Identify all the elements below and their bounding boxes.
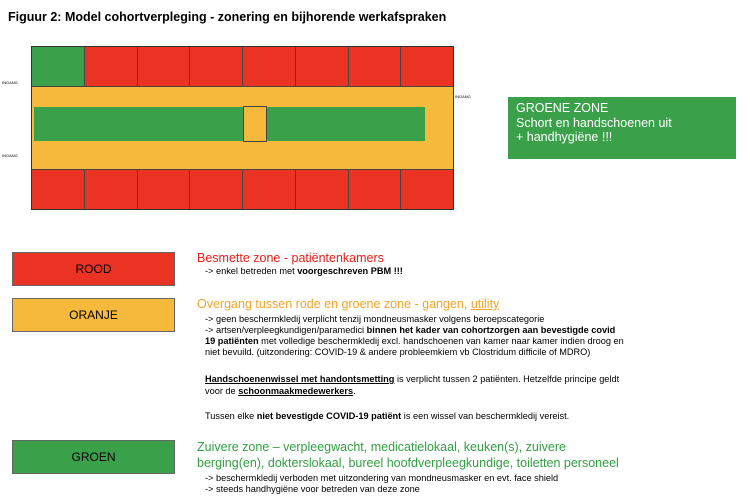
groen-line-1: -> beschermkledij verboden met uitzondering van mondneusmasker en evt. face shield <box>205 473 559 483</box>
entrance-label-left-top: INGANG <box>2 80 18 85</box>
patient-room <box>32 169 85 209</box>
entrance-label-right: INGANG <box>455 94 471 99</box>
oranje-line-3: 19 patiënten met volledige beschermkledij excl. handschoenen van kamer naar kamer indien droog en <box>205 336 624 346</box>
entrance-label-left-bottom: INGANG <box>2 153 18 158</box>
legend-swatch-oranje <box>12 298 175 332</box>
groen-heading-line-2: berging(en), dokterslokaal, bureel hoofdverpleegkundige, toiletten personeel <box>197 456 619 470</box>
patient-room <box>85 47 138 87</box>
callout-line-2: Schort en handschoenen uit <box>516 115 672 130</box>
rood-heading: Besmette zone - patiëntenkamers <box>197 251 384 265</box>
patient-room <box>401 47 453 87</box>
legend-swatch-rood <box>12 252 175 286</box>
rood-line-1: -> enkel betreden met voorgeschreven PBM !!! <box>205 266 403 276</box>
top-room-row <box>32 47 453 87</box>
legend-label-oranje: ORANJE <box>69 308 118 322</box>
figure-title: Figuur 2: Model cohortverpleging - zonering en bijhorende werkafspraken <box>8 10 447 24</box>
oranje-line-1: -> geen beschermkledij verplicht tenzij mondneusmasker volgens beroepscategorie <box>205 314 545 324</box>
floor-plan <box>31 46 454 210</box>
patient-room <box>85 169 138 209</box>
oranje-para-2-line-1: Handschoenenwissel met handontsmetting is verplicht tussen 2 patiënten. Hetzelfde principe geldt <box>205 374 620 384</box>
patient-room <box>401 169 453 209</box>
orange-core-block <box>243 106 267 142</box>
oranje-heading: Overgang tussen rode en groene zone - gangen, utility <box>197 297 500 311</box>
green-zone-callout <box>508 97 736 159</box>
legend-label-rood: ROOD <box>75 262 112 276</box>
patient-room <box>296 47 349 87</box>
oranje-line-2: -> artsen/verpleegkundigen/paramedici binnen het kader van cohortzorgen aan bevestigde covid <box>205 325 616 335</box>
patient-room <box>190 47 243 87</box>
oranje-para-3: Tussen elke niet bevestigde COVID-19 patiënt is een wissel van beschermkledij vereist. <box>205 411 570 421</box>
patient-room <box>138 169 191 209</box>
patient-room <box>243 169 296 209</box>
patient-room <box>296 169 349 209</box>
green-corridor-zone <box>34 107 425 141</box>
patient-room <box>349 169 402 209</box>
oranje-para-2-line-2: voor de schoonmaakmedewerkers. <box>205 386 356 396</box>
patient-room <box>349 47 402 87</box>
groen-line-2: -> steeds handhygiëne voor betreden van deze zone <box>205 484 420 494</box>
groen-heading-line-1: Zuivere zone – verpleegwacht, medicatielokaal, keuken(s), zuivere <box>197 440 566 454</box>
callout-line-1: GROENE ZONE <box>516 101 609 115</box>
callout-line-3: + handhygiëne !!! <box>516 130 613 144</box>
patient-room <box>243 47 296 87</box>
room-green <box>32 47 85 87</box>
patient-room <box>138 47 191 87</box>
patient-room <box>190 169 243 209</box>
oranje-line-4: niet bevuild. (uitzondering: COVID-19 & andere probleemkiem vb Clostridum difficile of MDRO) <box>205 347 591 357</box>
legend-label-groen: GROEN <box>71 450 116 464</box>
legend-swatch-groen <box>12 440 175 474</box>
bottom-room-row <box>32 169 453 209</box>
